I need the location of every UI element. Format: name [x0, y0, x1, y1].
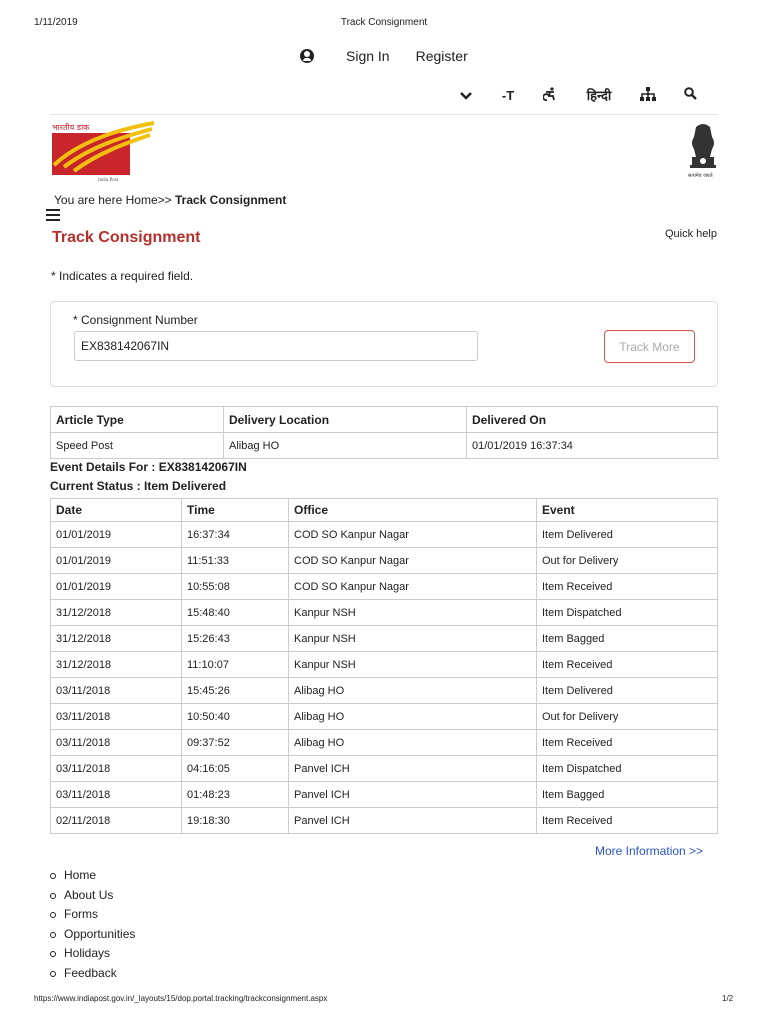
event-date: 03/11/2018 — [51, 782, 182, 808]
sitemap-icon[interactable] — [638, 87, 658, 104]
event-status: Item Received — [537, 574, 718, 600]
font-size-toggle[interactable]: -T — [501, 87, 515, 103]
hindi-toggle[interactable]: हिन्दी — [586, 89, 612, 104]
summary-delivery-location: Alibag HO — [224, 433, 467, 459]
event-status: Item Received — [537, 808, 718, 834]
hamburger-menu-icon[interactable] — [46, 209, 60, 224]
delivery-summary-table — [50, 406, 718, 459]
table-row — [51, 730, 718, 756]
events-header-event: Event — [537, 499, 718, 522]
event-date: 03/11/2018 — [51, 756, 182, 782]
event-status: Out for Delivery — [537, 704, 718, 730]
event-date: 03/11/2018 — [51, 730, 182, 756]
event-date: 01/01/2019 — [51, 574, 182, 600]
event-office: Panvel ICH — [289, 808, 537, 834]
event-status: Item Dispatched — [537, 600, 718, 626]
track-more-button[interactable]: Track More — [604, 330, 695, 363]
event-time: 15:45:26 — [182, 678, 289, 704]
header-divider — [50, 114, 718, 115]
print-date: 1/11/2019 — [34, 17, 78, 28]
print-page-number: 1/2 — [722, 994, 734, 1003]
consignment-number-label: * Consignment Number — [73, 313, 198, 327]
event-time: 11:51:33 — [182, 548, 289, 574]
table-row — [51, 756, 718, 782]
required-field-note: * Indicates a required field. — [51, 269, 194, 283]
summary-header-article-type: Article Type — [51, 407, 224, 433]
search-icon[interactable] — [680, 87, 700, 103]
sign-in-link[interactable]: Sign In — [346, 48, 390, 64]
footer-link-home[interactable]: Home — [50, 868, 135, 888]
event-time: 19:18:30 — [182, 808, 289, 834]
footer-links — [50, 868, 135, 985]
table-row — [51, 574, 718, 600]
current-status: Current Status : Item Delivered — [50, 479, 227, 493]
breadcrumb — [54, 193, 286, 207]
event-date: 31/12/2018 — [51, 600, 182, 626]
event-status: Item Delivered — [537, 522, 718, 548]
table-row — [51, 782, 718, 808]
breadcrumb-prefix[interactable]: You are here Home>> — [54, 193, 175, 207]
event-date: 01/01/2019 — [51, 522, 182, 548]
footer-link-forms[interactable]: Forms — [50, 907, 135, 927]
table-row — [51, 678, 718, 704]
footer-link-holidays[interactable]: Holidays — [50, 946, 135, 966]
accessibility-icon[interactable] — [540, 87, 560, 104]
event-time: 15:26:43 — [182, 626, 289, 652]
event-status: Item Bagged — [537, 626, 718, 652]
summary-header-delivery-location: Delivery Location — [224, 407, 467, 433]
footer-link-feedback[interactable]: Feedback — [50, 966, 135, 986]
svg-text:सत्यमेव जयते: सत्यमेव जयते — [688, 173, 713, 179]
event-date: 03/11/2018 — [51, 678, 182, 704]
event-history-table — [50, 498, 718, 834]
more-information-link[interactable]: More Information >> — [595, 844, 704, 858]
event-details-heading: Event Details For : EX838142067IN — [50, 460, 247, 474]
event-status: Item Bagged — [537, 782, 718, 808]
event-status: Item Delivered — [537, 678, 718, 704]
event-status: Item Received — [537, 652, 718, 678]
event-office: Kanpur NSH — [289, 652, 537, 678]
toolbar — [456, 86, 700, 104]
national-emblem — [686, 123, 720, 184]
breadcrumb-current: Track Consignment — [174, 193, 287, 207]
print-url: https://www.indiapost.gov.in/_layouts/15/dop.portal.tracking/trackconsignment.aspx — [34, 994, 328, 1003]
event-date: 01/01/2019 — [51, 548, 182, 574]
table-row — [51, 600, 718, 626]
svg-text:भारतीय डाक: भारतीय डाक — [52, 123, 90, 132]
event-status: Out for Delivery — [537, 548, 718, 574]
top-nav — [300, 48, 494, 64]
user-icon — [300, 49, 314, 63]
table-row — [51, 704, 718, 730]
page-title: Track Consignment — [52, 229, 201, 246]
table-row — [51, 626, 718, 652]
table-row — [51, 548, 718, 574]
event-time: 09:37:52 — [182, 730, 289, 756]
quick-help-link[interactable]: Quick help — [665, 228, 717, 240]
event-date: 02/11/2018 — [51, 808, 182, 834]
table-row — [51, 652, 718, 678]
event-time: 16:37:34 — [182, 522, 289, 548]
summary-article-type: Speed Post — [51, 433, 224, 459]
table-row — [51, 808, 718, 834]
event-time: 11:10:07 — [182, 652, 289, 678]
india-post-logo[interactable] — [50, 121, 156, 186]
event-office: Panvel ICH — [289, 782, 537, 808]
print-title: Track Consignment — [340, 17, 428, 28]
event-time: 15:48:40 — [182, 600, 289, 626]
consignment-number-input[interactable] — [74, 331, 478, 361]
event-office: COD SO Kanpur Nagar — [289, 574, 537, 600]
events-header-office: Office — [289, 499, 537, 522]
event-time: 10:50:40 — [182, 704, 289, 730]
event-time: 01:48:23 — [182, 782, 289, 808]
summary-delivered-on: 01/01/2019 16:37:34 — [467, 433, 718, 459]
events-header-date: Date — [51, 499, 182, 522]
svg-text:India Post: India Post — [98, 178, 119, 181]
event-office: Kanpur NSH — [289, 626, 537, 652]
footer-link-opportunities[interactable]: Opportunities — [50, 927, 135, 947]
event-time: 04:16:05 — [182, 756, 289, 782]
event-date: 03/11/2018 — [51, 704, 182, 730]
event-office: Alibag HO — [289, 678, 537, 704]
chevron-down-icon[interactable] — [456, 87, 476, 103]
register-link[interactable]: Register — [415, 48, 468, 64]
event-office: COD SO Kanpur Nagar — [289, 522, 537, 548]
summary-header-delivered-on: Delivered On — [467, 407, 718, 433]
events-header-time: Time — [182, 499, 289, 522]
event-date: 31/12/2018 — [51, 626, 182, 652]
table-row — [51, 522, 718, 548]
event-office: Alibag HO — [289, 704, 537, 730]
event-time: 10:55:08 — [182, 574, 289, 600]
event-office: COD SO Kanpur Nagar — [289, 548, 537, 574]
event-office: Kanpur NSH — [289, 600, 537, 626]
footer-link-about-us[interactable]: About Us — [50, 888, 135, 908]
event-office: Panvel ICH — [289, 756, 537, 782]
event-status: Item Received — [537, 730, 718, 756]
event-status: Item Dispatched — [537, 756, 718, 782]
event-date: 31/12/2018 — [51, 652, 182, 678]
event-office: Alibag HO — [289, 730, 537, 756]
